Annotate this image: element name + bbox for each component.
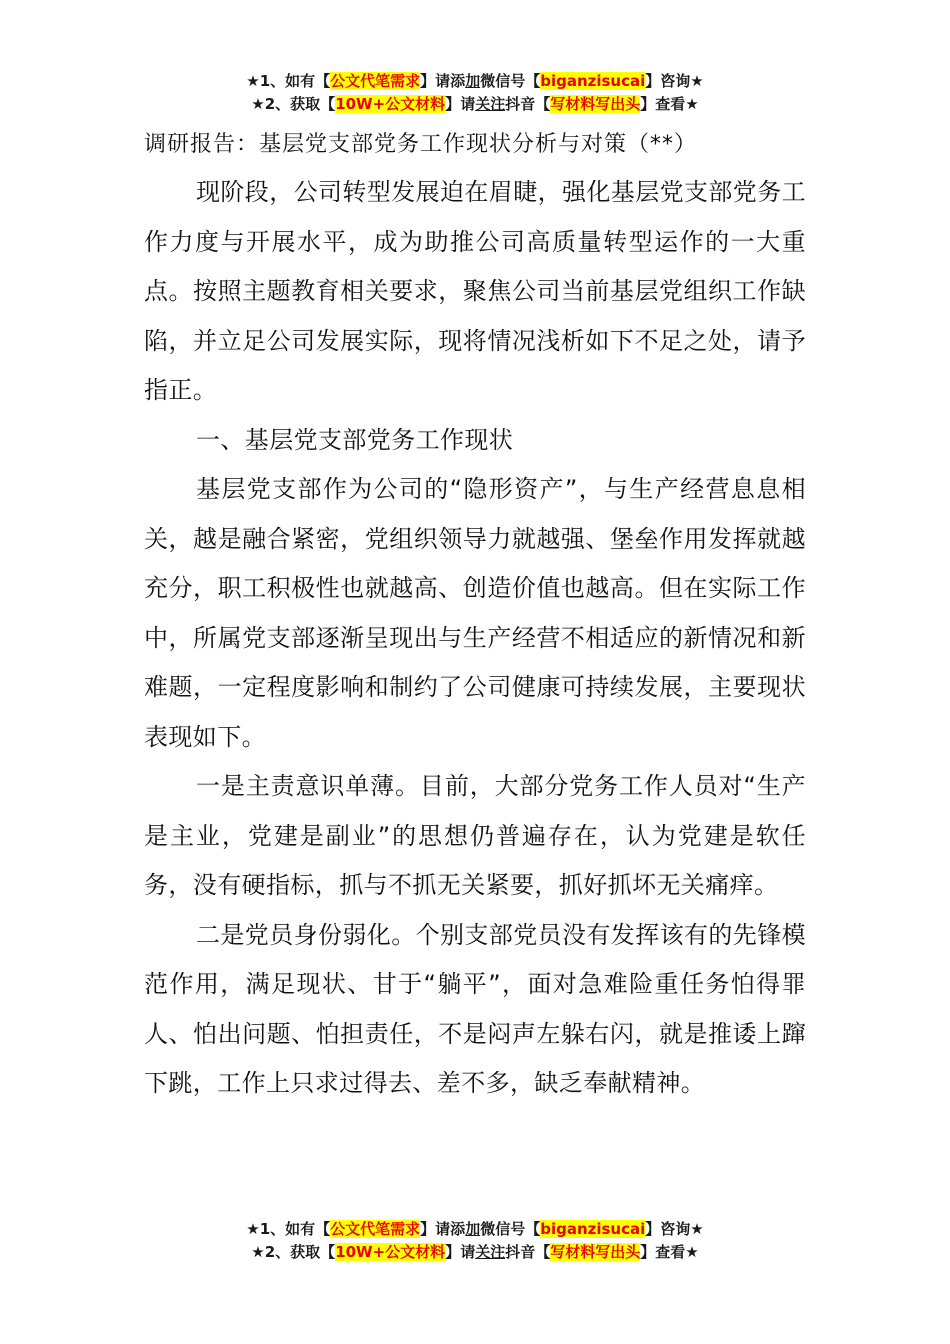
document-title: 调研报告：基层党支部党务工作现状分析与对策（**） bbox=[144, 132, 698, 157]
banner-text: 】咨询★ bbox=[645, 1220, 704, 1238]
paragraph-point-two: 二是党员身份弱化。个别支部党员没有发挥该有的先锋模范作用，满足现状、甘于“躺平”，面对急难险重任务怕得罪人、怕出问题、怕担责任，不是闷声左躲右闪，就是推诿上蹿下跳，工作上只求过得去、差不多，缺乏奉献精神。 bbox=[144, 920, 806, 1097]
douyin-account: 写材料写出头 bbox=[550, 1243, 641, 1261]
highlight-service: 公文代笔需求 bbox=[330, 72, 421, 90]
banner-underlined-text: 加 bbox=[465, 1220, 481, 1238]
banner-line-2 bbox=[0, 1241, 950, 1264]
douyin-account: 写材料写出头 bbox=[550, 95, 641, 113]
highlight-service: 公文代笔需求 bbox=[330, 1220, 421, 1238]
header-banner bbox=[0, 70, 950, 116]
banner-line-1 bbox=[0, 1218, 950, 1241]
banner-underlined-text: 加 bbox=[465, 72, 481, 90]
banner-line-1 bbox=[0, 70, 950, 93]
banner-text: ★2、获取【 bbox=[251, 1243, 336, 1261]
wechat-id: biganzisucai bbox=[540, 1220, 646, 1238]
document-body bbox=[144, 122, 806, 1109]
footer-banner bbox=[0, 1218, 950, 1264]
banner-text: ★1、如有【 bbox=[246, 1220, 331, 1238]
banner-text: ★2、获取【 bbox=[251, 95, 336, 113]
banner-text: 】咨询★ bbox=[645, 72, 704, 90]
paragraph-point-one: 一是主责意识单薄。目前，大部分党务工作人员对“生产是主业，党建是副业”的思想仍普遍存在，认为党建是软任务，没有硬指标，抓与不抓无关紧要，抓好抓坏无关痛痒。 bbox=[144, 772, 806, 899]
highlight-materials: 10W+公文材料 bbox=[335, 1243, 446, 1261]
banner-text: 微信号【 bbox=[480, 1220, 541, 1238]
banner-text: 】请添 bbox=[420, 72, 466, 90]
banner-text: 】请 bbox=[445, 1243, 476, 1261]
banner-text: 微信号【 bbox=[480, 72, 541, 90]
paragraph-intro: 现阶段，公司转型发展迫在眉睫，强化基层党支部党务工作力度与开展水平，成为助推公司高质量转型运作的一大重点。按照主题教育相关要求，聚焦公司当前基层党组织工作缺陷，并立足公司发展实际，现将情况浅析如下不足之处，请予指正。 bbox=[144, 178, 806, 404]
banner-text: 】查看★ bbox=[640, 95, 699, 113]
banner-text: 】请添 bbox=[420, 1220, 466, 1238]
banner-text: 】查看★ bbox=[640, 1243, 699, 1261]
banner-text: 】请 bbox=[445, 95, 476, 113]
paragraph-status: 基层党支部作为公司的“隐形资产”，与生产经营息息相关，越是融合紧密，党组织领导力就越强、堡垒作用发挥就越充分，职工积极性也就越高、创造价值也越高。但在实际工作中，所属党支部逐渐呈现出与生产经营不相适应的新情况和新难题，一定程度影响和制约了公司健康可持续发展，主要现状表现如下。 bbox=[144, 475, 806, 751]
banner-text: 抖音【 bbox=[505, 95, 551, 113]
banner-text: 抖音【 bbox=[505, 1243, 551, 1261]
wechat-id: biganzisucai bbox=[540, 72, 646, 90]
section-heading: 一、基层党支部党务工作现状 bbox=[196, 425, 514, 454]
banner-underlined-text: 关注 bbox=[475, 1243, 506, 1261]
banner-underlined-text: 关注 bbox=[475, 95, 506, 113]
banner-line-2 bbox=[0, 93, 950, 116]
banner-text: ★1、如有【 bbox=[246, 72, 331, 90]
highlight-materials: 10W+公文材料 bbox=[335, 95, 446, 113]
